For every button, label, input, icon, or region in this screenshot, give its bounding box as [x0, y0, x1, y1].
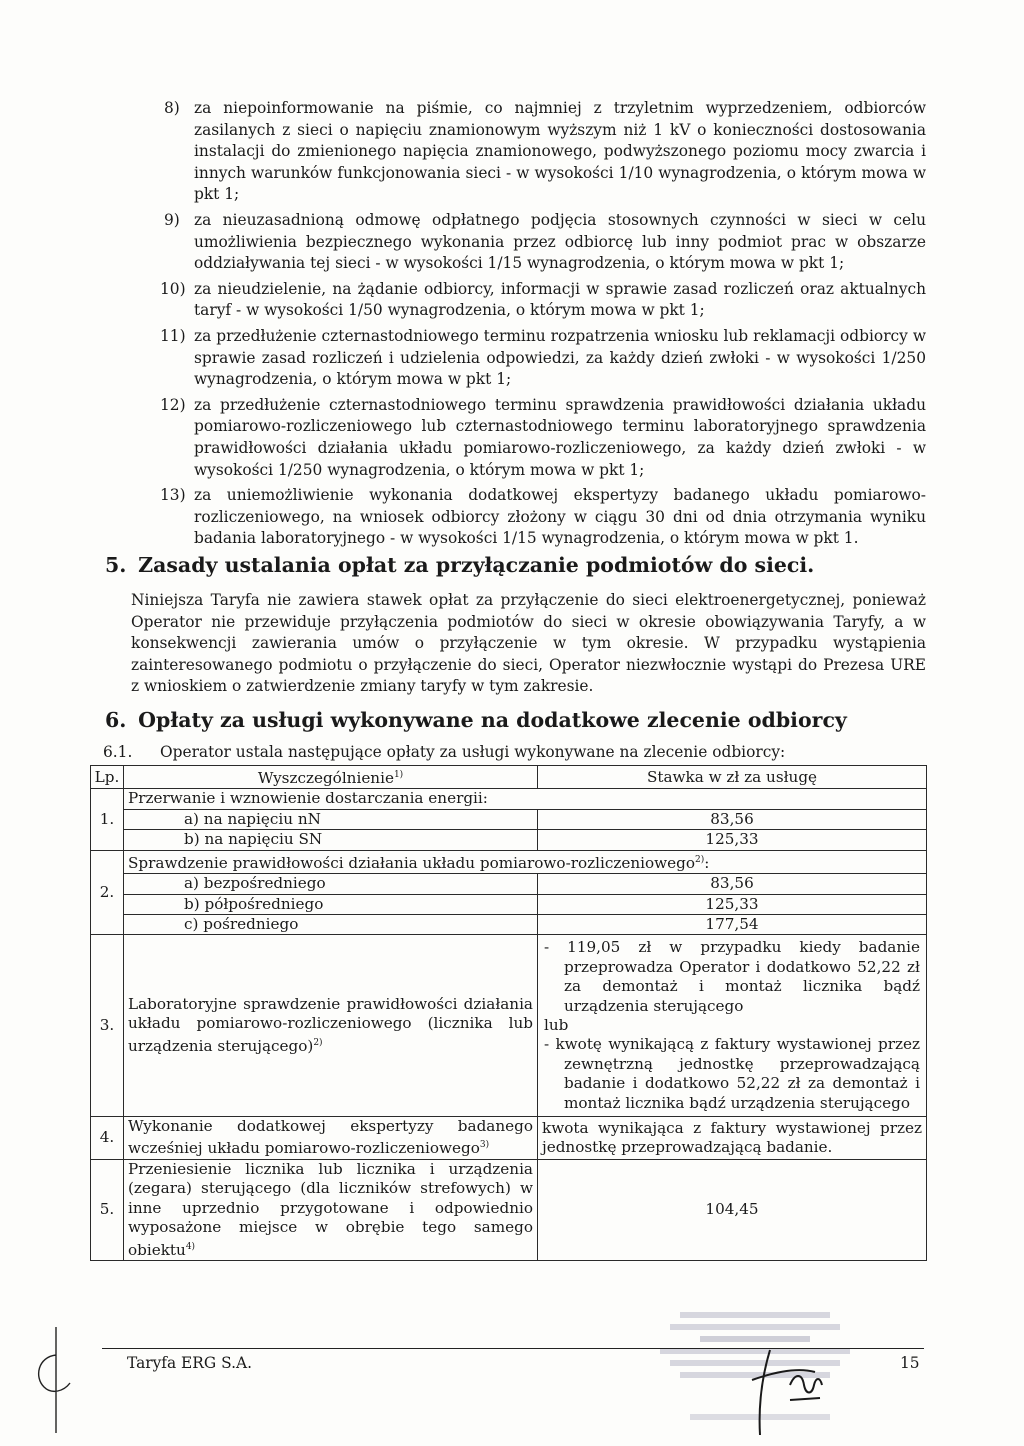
table-row	[91, 789, 927, 809]
list-number: 12)	[160, 395, 186, 414]
row-description: a) na napięciu nN	[124, 809, 538, 829]
row-description: c) pośredniego	[124, 914, 538, 934]
footer-document-name: Taryfa ERG S.A.	[127, 1354, 252, 1372]
footnote-ref: 2)	[313, 1037, 323, 1048]
row-number: 1.	[91, 789, 124, 850]
table-row	[91, 830, 927, 850]
row-rate: 177,54	[538, 914, 927, 934]
table-row	[91, 914, 927, 934]
row-number: 4.	[91, 1117, 124, 1160]
row-description: b) półpośredniego	[124, 894, 538, 914]
list-text: za uniemożliwienie wykonania dodatkowej ekspertyzy badanego układu pomiarowo-rozliczeniowego, na wniosek odbiorcy złożony w ciągu 30 dni od dnia otrzymania wyniku badania laboratoryjnego - w wysokości 1/15 wynagrodzenia, o którym mowa w pkt 1.	[194, 486, 926, 548]
row-group-title	[124, 850, 927, 873]
table-row	[91, 1117, 927, 1160]
section-title: Opłaty za usługi wykonywane na dodatkowe zlecenie odbiorcy	[138, 708, 847, 732]
footnote-ref: 1)	[393, 770, 404, 780]
subsection-text: Operator ustala następujące opłaty za usługi wykonywane na zlecenie odbiorcy:	[160, 743, 786, 761]
footer-page-number: 15	[900, 1354, 920, 1372]
list-number: 10)	[160, 279, 186, 298]
row-rate: 125,33	[538, 830, 927, 850]
list-text: za przedłużenie czternastodniowego terminu rozpatrzenia wniosku lub reklamacji odbiorcy w sprawie zasad rozliczeń i udzielenia odpowiedzi, za każdy dzień zwłoki - w wysokości 1/250 wynagrodzenia, o którym mowa w pkt 1;	[194, 326, 926, 389]
footnote-ref: 4)	[185, 1241, 196, 1252]
row-number: 2.	[91, 850, 124, 935]
section-number: 6.	[105, 708, 127, 732]
table-row	[91, 894, 927, 914]
list-text: za nieuzasadnioną odmowę odpłatnego podjęcia stosownych czynności w sieci w celu umożliwienia bezpiecznego wykonania przez odbiorcę lub inny podmiot prac w obszarze oddziaływania tej sieci - w wysokości 1/15 wynagrodzenia, o którym mowa w pkt 1;	[194, 210, 926, 273]
table-header-row	[91, 766, 927, 789]
rate-option-operator: - 119,05 zł w przypadku kiedy badanie przeprowadza Operator i dodatkowo 52,22 zł za demontaż i montaż licznika bądź urządzenia sterującego	[544, 938, 920, 1015]
service-rates-table	[90, 765, 927, 1261]
table-row	[91, 935, 927, 1117]
section-6-heading	[105, 708, 847, 732]
list-item	[130, 485, 926, 550]
official-stamp-signature	[640, 1310, 870, 1440]
header-desc-text: Wyszczególnienie	[257, 769, 394, 788]
section-title: Zasady ustalania opłat za przyłączanie podmiotów do sieci.	[138, 553, 815, 577]
header-rate: Stawka w zł za usługę	[538, 766, 927, 789]
row-group-title: Przerwanie i wznowienie dostarczania energii:	[124, 789, 927, 809]
header-description	[124, 766, 538, 789]
row-description-text: Laboratoryjne sprawdzenie prawidłowości działania układu pomiarowo-rozliczeniowego (licznika lub urządzenia sterującego)	[128, 995, 533, 1055]
row-description	[124, 1117, 538, 1160]
list-text: za przedłużenie czternastodniowego terminu sprawdzenia prawidłowości działania układu pomiarowo-rozliczeniowego lub czternastodniowego terminu laboratoryjnego sprawdzenia prawidłowości działania układu pomiarowo-rozliczeniowego, za każdy dzień zwłoki - w wysokości 1/250 wynagrodzenia, o którym mowa w pkt 1;	[194, 395, 926, 479]
header-lp: Lp.	[91, 766, 124, 789]
margin-initials-mark	[30, 1325, 80, 1435]
row-rate: kwota wynikająca z faktury wystawionej przez jednostkę przeprowadzającą badanie.	[538, 1117, 927, 1160]
table-row	[91, 1159, 927, 1260]
list-number: 9)	[164, 210, 180, 229]
list-number: 8)	[164, 99, 180, 117]
row-number: 3.	[91, 935, 124, 1117]
row-rate: 104,45	[538, 1159, 927, 1260]
table-row	[91, 874, 927, 894]
row-rate: 125,33	[538, 894, 927, 914]
footnote-ref: 2)	[694, 854, 705, 865]
list-item	[130, 210, 926, 275]
row-description-text: Przeniesienie licznika lub licznika i urządzenia (zegara) sterującego (dla liczników strefowych) w inne uprzednio przygotowane i odpowiednio wyposażone miejsce w obrębie tego samego obiektu	[128, 1159, 533, 1259]
section-5-paragraph: Niniejsza Taryfa nie zawiera stawek opłat za przyłączenie do sieci elektroenergetycznej, ponieważ Operator nie przewiduje przyłączenia podmiotów do sieci w okresie obowiązywania Taryfy, a w konsekwencji zawierania umów o przyłączenie w tym okresie. W przypadku wystąpienia zainteresowanego podmiotu o przyłączenie do sieci, Operator niezwłocznie wystąpi do Prezesa URE z wnioskiem o zatwierdzenie zmiany taryfy w tym zakresie.	[131, 591, 926, 696]
section-5-heading	[105, 553, 814, 577]
table-row	[91, 850, 927, 873]
list-item	[130, 326, 926, 391]
subsection-number: 6.1.	[103, 743, 133, 761]
footnote-ref: 3)	[479, 1140, 490, 1151]
footer-divider	[102, 1348, 924, 1349]
rate-option-or: lub	[544, 1016, 569, 1034]
list-text: za niepoinformowanie na piśmie, co najmniej z trzyletnim wyprzedzeniem, odbiorców zasilanych z sieci o napięciu znamionowym wyższym niż 1 kV o konieczności dostosowania instalacji do zmienionego napięcia znamionowego, podwyższonego poziomu mocy zwarcia i innych warunków funkcjonowania sieci - w wysokości 1/10 wynagrodzenia, o którym mowa w pkt 1;	[194, 99, 926, 204]
list-text: za nieudzielenie, na żądanie odbiorcy, informacji w sprawie zasad rozliczeń oraz aktualnych taryf - w wysokości 1/50 wynagrodzenia, o którym mowa w pkt 1;	[194, 279, 926, 320]
section-number: 5.	[105, 553, 127, 577]
row-description: b) na napięciu SN	[124, 830, 538, 850]
row-group-title-text: Sprawdzenie prawidłowości działania układu pomiarowo-rozliczeniowego	[128, 853, 695, 872]
row-number: 5.	[91, 1159, 124, 1260]
list-item	[130, 395, 926, 481]
row-description	[124, 1159, 538, 1260]
row-rate: 83,56	[538, 874, 927, 894]
row-description-text: Wykonanie dodatkowej ekspertyzy badanego wcześniej układu pomiarowo-rozliczeniowego	[128, 1117, 533, 1158]
row-rate: 83,56	[538, 809, 927, 829]
numbered-list	[130, 98, 926, 554]
row-group-title-end: :	[704, 853, 710, 872]
list-number: 11)	[160, 326, 186, 345]
list-number: 13)	[160, 486, 186, 505]
row-rate	[538, 935, 927, 1117]
row-description: a) bezpośredniego	[124, 874, 538, 894]
list-item	[130, 98, 926, 206]
row-description	[124, 935, 538, 1117]
subsection-intro	[103, 743, 785, 761]
list-item	[130, 279, 926, 322]
table-row	[91, 809, 927, 829]
rate-option-external: - kwotę wynikającą z faktury wystawionej przez zewnętrzną jednostkę przeprowadzającą badanie i dodatkowo 52,22 zł za demontaż i montaż licznika bądź urządzenia sterującego	[544, 1035, 920, 1112]
